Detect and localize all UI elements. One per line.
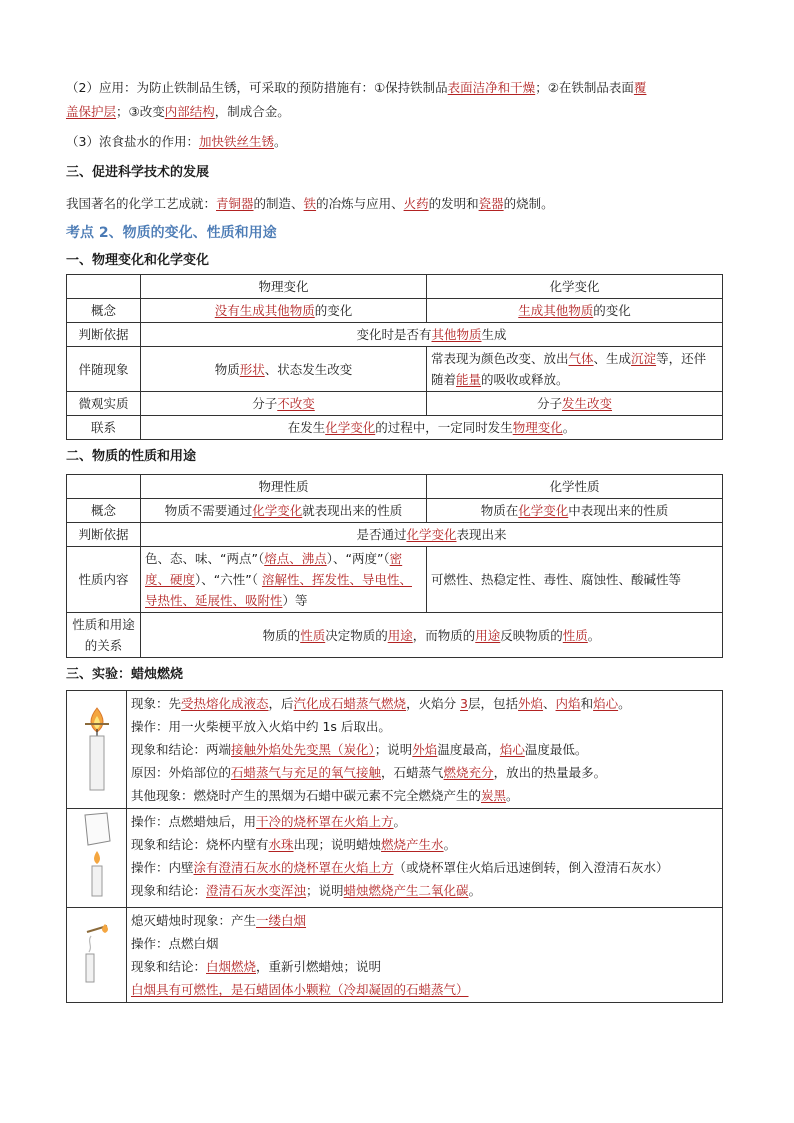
col-header: 化学性质: [427, 475, 723, 499]
table-row: 概念 没有生成其他物质的变化 生成其他物质的变化: [67, 299, 723, 323]
candle-flame-image: [67, 691, 127, 809]
craft-achievements: 我国著名的化学工艺成就：青铜器的制造、铁的冶炼与应用、火药的发明和瓷器的烧制。: [66, 196, 554, 211]
section-heading: 三、促进科学技术的发展: [66, 165, 210, 180]
table-row: 判断依据 变化时是否有其他物质生成: [67, 323, 723, 347]
col-header: 物理性质: [141, 475, 427, 499]
row-label: 判断依据: [67, 323, 141, 347]
table-row: 联系 在发生化学变化的过程中，一定同时发生物理变化。: [67, 416, 723, 440]
candle-experiment-table: [66, 690, 723, 1003]
table3-heading: 三、实验：蜡烛燃烧: [66, 667, 184, 682]
table-row: 判断依据 是否通过化学变化表现出来: [67, 523, 723, 547]
table-row: 微观实质 分子不改变 分子发生改变: [67, 392, 723, 416]
change-table: [66, 274, 723, 440]
table-row: [67, 475, 723, 499]
row-label: 概念: [67, 299, 141, 323]
table1-heading: 一、物理变化和化学变化: [66, 253, 210, 268]
rust-application: （2）应用：为防止铁制品生锈，可采取的预防措施有：①保持铁制品表面洁净和干燥；②在铁制品表面覆 盖保护层；③改变内部结构，制成合金。: [66, 80, 647, 119]
row-label: 判断依据: [67, 523, 141, 547]
salt-water-role: （3）浓食盐水的作用：加快铁丝生锈。: [66, 134, 287, 149]
table-row: 操作：点燃蜡烛后，用干冷的烧杯罩在火焰上方。 现象和结论：烧杯内壁有水珠出现；说明蜡烛燃烧产生水。 操作：内壁涂有澄清石灰水的烧杯罩在火焰上方（或烧杯罩住火焰后迅速倒转，倒入澄清石灰水） 现象和结论：澄清石灰水变浑浊；说明蜡烛燃烧产生二氧化碳。: [67, 809, 723, 908]
row-label: 微观实质: [67, 392, 141, 416]
row-label: 联系: [67, 416, 141, 440]
row-label: 伴随现象: [67, 347, 141, 392]
table-row: 概念 物质不需要通过化学变化就表现出来的性质 物质在化学变化中表现出来的性质: [67, 499, 723, 523]
table-row: 性质内容 色、态、味、“两点”（熔点、沸点）、“两度”（密度、硬度）、“六性”（ 溶解性、挥发性、导电性、导热性、延展性、吸附性）等 可燃性、热稳定性、毒性、腐蚀性、酸碱性等: [67, 547, 723, 613]
table-row: 伴随现象 物质形状、状态发生改变 常表现为颜色改变、放出气体、生成沉淀等，还伴随着能量的吸收或释放。: [67, 347, 723, 392]
page: [66, 74, 722, 1003]
row-label: 概念: [67, 499, 141, 523]
row-label: 性质和用途的关系: [67, 613, 141, 658]
table-row: 现象：先受热熔化成液态，后汽化成石蜡蒸气燃烧，火焰分 3层，包括外焰、内焰和焰心。 操作：用一火柴梗平放入火焰中约 1s 后取出。 现象和结论：两端接触外焰处先变黑（炭化）；说明外焰温度最高，焰心温度最低。 原因：外焰部位的石蜡蒸气与充足的氧气接触，石蜡蒸气燃烧充分，放出的热量最多。 其他现象：燃烧时产生的黑烟为石蜡中碳元素不完全燃烧产生的炭黑。: [67, 691, 723, 809]
table-row: 熄灭蜡烛时现象：产生一缕白烟 操作：点燃白烟 现象和结论：白烟燃烧，重新引燃蜡烛；说明白烟具有可燃性，是石蜡固体小颗粒（冷却凝固的石蜡蒸气）: [67, 908, 723, 1003]
table2-heading: 二、物质的性质和用途: [66, 449, 197, 464]
table-row: 性质和用途的关系 物质的性质决定物质的用途，而物质的用途反映物质的性质。: [67, 613, 723, 658]
col-header: 物理变化: [141, 275, 427, 299]
white-smoke-image: [67, 908, 127, 1003]
col-header: 化学变化: [427, 275, 723, 299]
table-row: [67, 275, 723, 299]
beaker-over-candle-image: [67, 809, 127, 908]
property-table: [66, 474, 723, 658]
row-label: 性质内容: [67, 547, 141, 613]
kaodian-title: 考点 2、物质的变化、性质和用途: [66, 225, 277, 241]
